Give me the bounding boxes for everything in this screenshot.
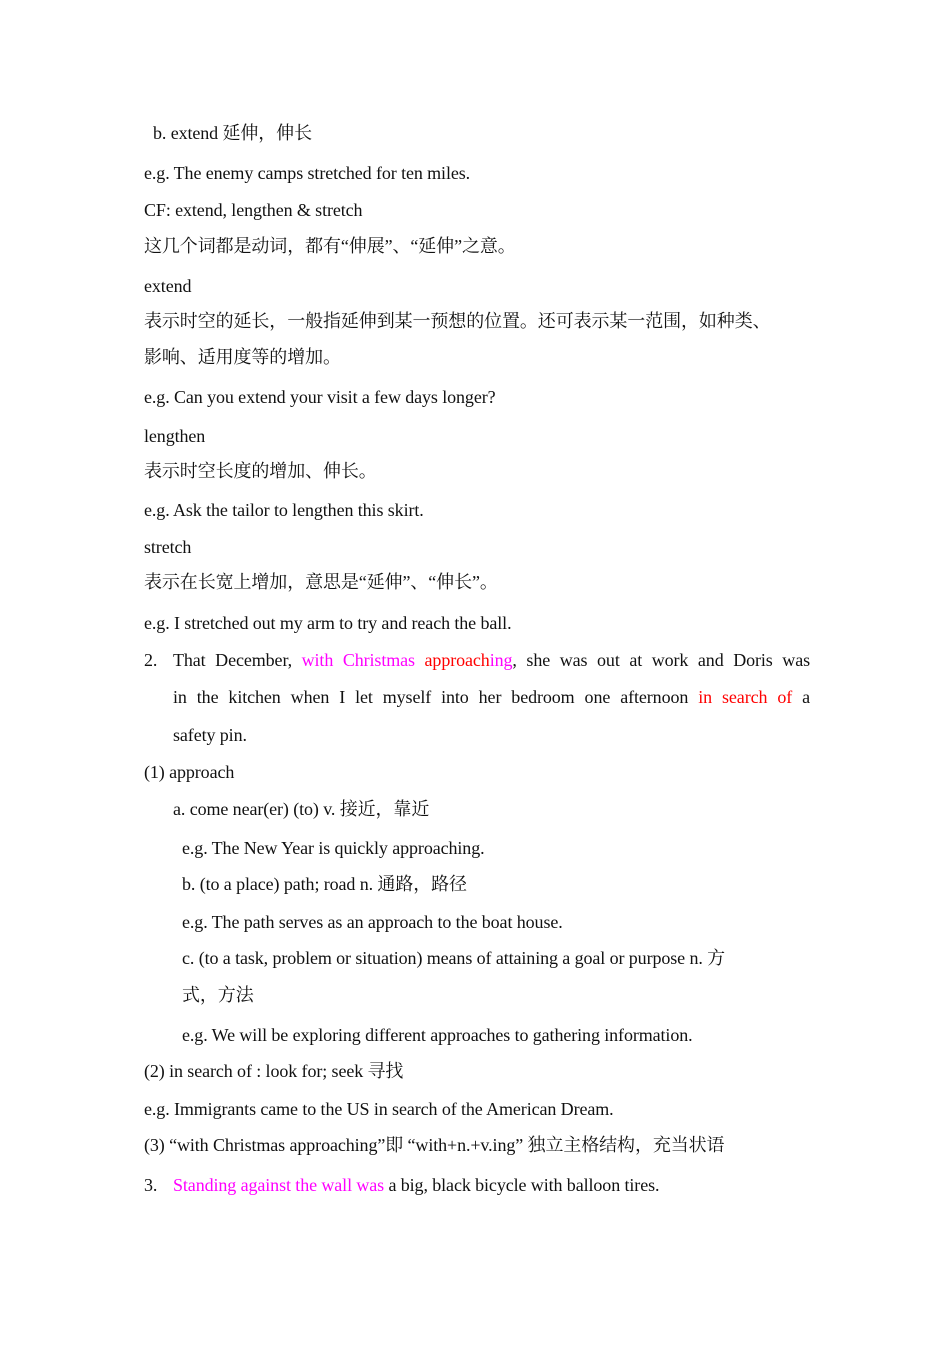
text-line: c. (to a task, problem or situation) means of attaining a goal or purpose n. 方 [182, 948, 726, 968]
text-line: e.g. Ask the tailor to lengthen this skirt. [144, 500, 424, 520]
highlight-pink: with Christmas [301, 650, 425, 670]
text-line: 表示时空长度的增加、伸长。 [144, 461, 377, 481]
text-line: e.g. I stretched out my arm to try and reach the ball. [144, 613, 512, 633]
text-line: CF: extend, lengthen & stretch [144, 200, 363, 220]
highlight-red: approach [424, 650, 490, 670]
item-number: 3. [144, 1175, 158, 1195]
item-2-line-3: safety pin. [173, 725, 247, 745]
text-line: (1) approach [144, 762, 235, 782]
text-line: (2) in search of : look for; seek 寻找 [144, 1061, 404, 1081]
text-line: e.g. The New Year is quickly approaching. [182, 838, 485, 858]
text-line: e.g. Can you extend your visit a few days longer? [144, 387, 496, 407]
text-line: e.g. We will be exploring different approaches to gathering information. [182, 1025, 693, 1045]
text-line: a. come near(er) (to) v. 接近，靠近 [173, 799, 430, 819]
text-line: 影响、适用度等的增加。 [144, 347, 341, 367]
text-line: (3) “with Christmas approaching”即 “with+n.+v.ing” 独立主格结构，充当状语 [144, 1135, 725, 1155]
text-line: 表示时空的延长，一般指延伸到某一预想的位置。还可表示某一范围，如种类、 [144, 311, 771, 331]
item-2-line-1: 2. That December, with Christmas approaching, she was out at work and Doris was [144, 650, 810, 670]
text-line: b. extend 延伸，伸长 [153, 123, 312, 143]
text-line: stretch [144, 537, 192, 557]
text-line: extend [144, 276, 192, 296]
highlight-red: in search of [698, 687, 793, 707]
text-line: 式，方法 [182, 985, 254, 1005]
text-line: b. (to a place) path; road n. 通路，路径 [182, 874, 467, 894]
item-number: 2. [144, 650, 158, 670]
text-line: lengthen [144, 426, 206, 446]
text-line: e.g. The path serves as an approach to the boat house. [182, 912, 563, 932]
text-line: e.g. The enemy camps stretched for ten miles. [144, 163, 471, 183]
highlight-pink: Standing against the wall was [173, 1175, 385, 1195]
item-3-line: 3. Standing against the wall was a big, black bicycle with balloon tires. [144, 1175, 660, 1195]
text-line: 表示在长宽上增加，意思是“延伸”、“伸长”。 [144, 572, 498, 592]
text-line: 这几个词都是动词，都有“伸展”、“延伸”之意。 [144, 236, 516, 256]
item-2-line-2: in the kitchen when I let myself into her bedroom one afternoon in search of a [173, 687, 811, 707]
highlight-pink: ing [489, 650, 513, 670]
text-line: e.g. Immigrants came to the US in search of the American Dream. [144, 1099, 614, 1119]
